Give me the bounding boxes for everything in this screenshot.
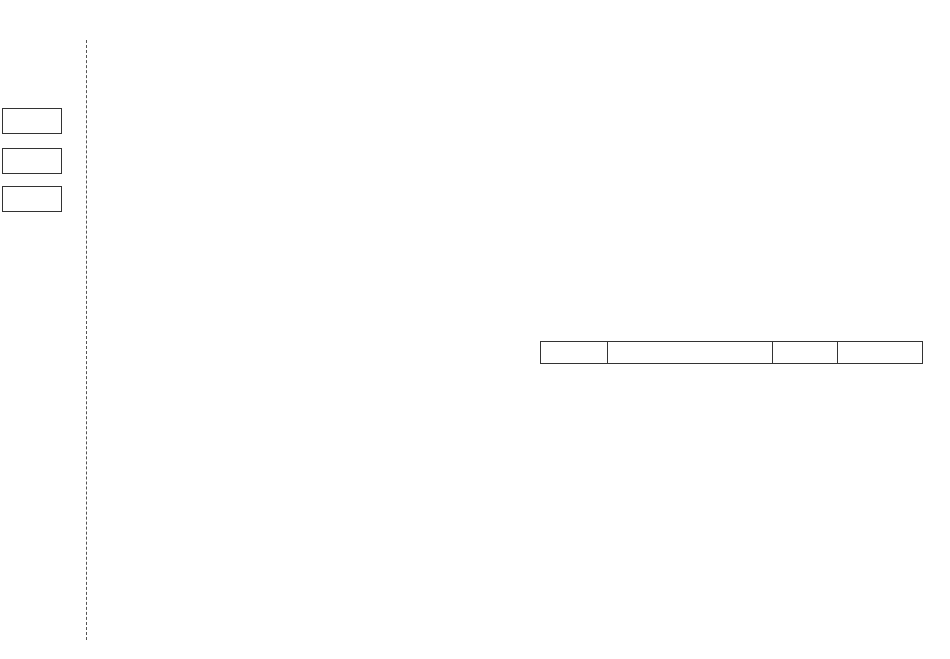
exam-number-box: [2, 148, 62, 174]
table-header: [541, 342, 608, 364]
table-header-row: [541, 342, 923, 364]
school-box: [2, 108, 62, 134]
table-header: [773, 342, 838, 364]
table-header: [608, 342, 773, 364]
enzyme-table: [540, 341, 923, 364]
table-header: [838, 342, 923, 364]
binding-strip: [0, 0, 86, 659]
name-box: [2, 186, 62, 212]
binding-dashed-line: [86, 40, 87, 640]
